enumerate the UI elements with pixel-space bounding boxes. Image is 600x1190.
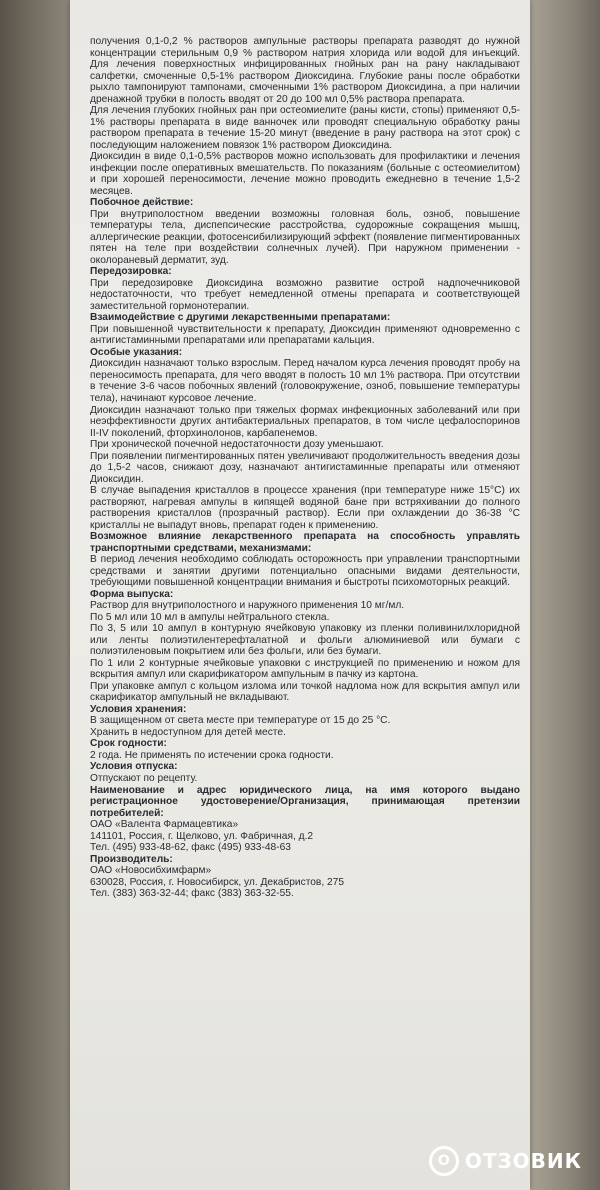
section-heading: Условия отпуска: bbox=[90, 761, 178, 773]
section-heading: Особые указания: bbox=[90, 346, 183, 358]
paragraph: При упаковке ампул с кольцом излома или точкой надлома нож для вскрытия ампул или скарификатор ампульный не вкладывают. bbox=[90, 680, 520, 704]
paragraph: Для лечения глубоких гнойных ран при остеомиелите (раны кисти, стопы) применяют 0,5-1% растворы препарата в виде ванночек или проводят специальную обработку раны раствором препарата в течение 15-20 минут (введение в рану раствора на этот срок) с последующим наложением повязок 1% раствором Диоксидина. bbox=[90, 105, 520, 151]
paragraph: При внутриполостном введении возможны головная боль, озноб, повышение температуры тела, диспепсические расстройства, судорожные сокращения мышц, аллергические реакции, фотосенсибилизирующий эффект (появление пигментированных пятен на теле при воздействии солнечных лучей). При наружном применении - околораневый дерматит, зуд. bbox=[90, 208, 520, 266]
section-heading: Производитель: bbox=[90, 853, 173, 865]
background-left bbox=[0, 0, 70, 1190]
paragraph: ОАО «Валента Фармацевтика» bbox=[90, 819, 239, 831]
paragraph: По 5 мл или 10 мл в ампулы нейтрального стекла. bbox=[90, 611, 330, 623]
otzovik-logo-icon: O bbox=[429, 1146, 459, 1176]
paragraph: В период лечения необходимо соблюдать осторожность при управлении транспортными средствами и занятии другими потенциально опасными видами деятельности, требующими повышенной концентрации внимания и быстроты психомоторных реакций. bbox=[90, 554, 520, 589]
section-heading: Возможное влияние лекарственного препарата на способность управлять транспортными средствами, механизмами: bbox=[90, 531, 520, 554]
instruction-leaflet bbox=[70, 0, 530, 1190]
section-heading: Наименование и адрес юридического лица, на имя которого выдано регистрационное удостоверение/Организация, принимающая претензии потребителей: bbox=[90, 784, 520, 819]
paragraph: 141101, Россия, г. Щелково, ул. Фабричная, д.2 bbox=[90, 830, 314, 842]
paragraph: Диоксидин назначают только при тяжелых формах инфекционных заболеваний или при неэффективности других антибактериальных препаратов, в том числе цефалоспоринов II-IV поколений, фторхинолонов, карбапенемов. bbox=[90, 404, 520, 439]
paragraph: Тел. (383) 363-32-44; факс (383) 363-32-55. bbox=[90, 888, 294, 900]
paragraph: 2 года. Не применять по истечении срока годности. bbox=[90, 749, 334, 761]
paragraph: При хронической почечной недостаточности дозу уменьшают. bbox=[90, 439, 384, 451]
paragraph: получения 0,1-0,2 % растворов ампульные растворы препарата разводят до нужной концентрации стерильным 0,9 % раствором натрия хлорида или водой для инъекций. Для лечения поверхностных инфицированных гнойных ран на рану накладывают салфетки, смоченные 0,5-1% раствором Диоксидина. Глубокие раны после обработки рыхло тампонируют тампонами, смоченными 1% раствором Диоксидина, а при наличии дренажной трубки в полость вводят от 20 до 100 мл 0,5% раствора препарата. bbox=[90, 36, 520, 105]
paragraph: Диоксидин в виде 0,1-0,5% растворов можно использовать для профилактики и лечения инфекции после оперативных вмешательств. По показаниям (больные с остеомиелитом) и при хорошей переносимости, лечение можно проводить ежедневно в течение 1,5-2 месяцев. bbox=[90, 151, 520, 197]
paragraph: В защищенном от света месте при температуре от 15 до 25 °С. bbox=[90, 715, 391, 727]
watermark-text: ОТЗОВИК bbox=[464, 1149, 582, 1173]
paragraph: При повышенной чувствительности к препарату, Диоксидин применяют одновременно с антигистаминными препаратами или препаратами кальция. bbox=[90, 323, 520, 347]
paragraph: Раствор для внутриполостного и наружного применения 10 мг/мл. bbox=[90, 600, 405, 612]
paragraph: ОАО «Новосибхимфарм» bbox=[90, 865, 212, 877]
paragraph: По 1 или 2 контурные ячейковые упаковки с инструкцией по применению и ножом для вскрытия ампул или скарификатором ампульным в пачку из картона. bbox=[90, 657, 520, 681]
paragraph: В случае выпадения кристаллов в процессе хранения (при температуре ниже 15°С) их растворяют, нагревая ампулы в кипящей водяной бане при встряхивании до полного растворения кристаллов (прозрачный раствор). Если при охлаждении до 36-38 °С кристаллы не выпадут вновь, препарат годен к применению. bbox=[90, 485, 520, 531]
paragraph: Отпускают по рецепту. bbox=[90, 773, 198, 784]
section-heading: Передозировка: bbox=[90, 266, 172, 278]
paragraph: По 3, 5 или 10 ампул в контурную ячейковую упаковку из пленки поливинилхлоридной или ленты полиэтилентерефталатной и фольги алюминиевой или бумаги с полиэтиленовым покрытием или без фольги, или без бумаги. bbox=[90, 623, 520, 658]
paragraph: Хранить в недоступном для детей месте. bbox=[90, 726, 286, 738]
section-heading: Побочное действие: bbox=[90, 197, 194, 209]
paragraph: При передозировке Диоксидина возможно развитие острой надпочечниковой недостаточности, что требует немедленной отмены препарата и соответствующей заместительной гормонотерапии. bbox=[90, 277, 520, 312]
background-right bbox=[530, 0, 600, 1190]
paragraph: Диоксидин назначают только взрослым. Перед началом курса лечения проводят пробу на переносимость препарата, для чего вводят в полость 10 мл 1% раствора. При отсутствии в течение 3-6 часов побочных явлений (головокружение, озноб, повышение температуры тела), начинают курсовое лечение. bbox=[90, 358, 520, 404]
section-heading: Взаимодействие с другими лекарственными препаратами: bbox=[90, 312, 391, 324]
leaflet-text bbox=[90, 36, 520, 900]
section-heading: Форма выпуска: bbox=[90, 588, 174, 600]
section-heading: Срок годности: bbox=[90, 738, 167, 750]
paragraph: Тел. (495) 933-48-62, факс (495) 933-48-63 bbox=[90, 842, 291, 854]
section-heading: Условия хранения: bbox=[90, 703, 187, 715]
otzovik-watermark bbox=[429, 1146, 582, 1176]
paragraph: При появлении пигментированных пятен увеличивают продолжительность введения дозы до 1,5-2 часов, снижают дозу, назначают антигистаминные препараты или отменяют Диоксидин. bbox=[90, 450, 520, 485]
paragraph: 630028, Россия, г. Новосибирск, ул. Декабристов, 275 bbox=[90, 876, 344, 888]
